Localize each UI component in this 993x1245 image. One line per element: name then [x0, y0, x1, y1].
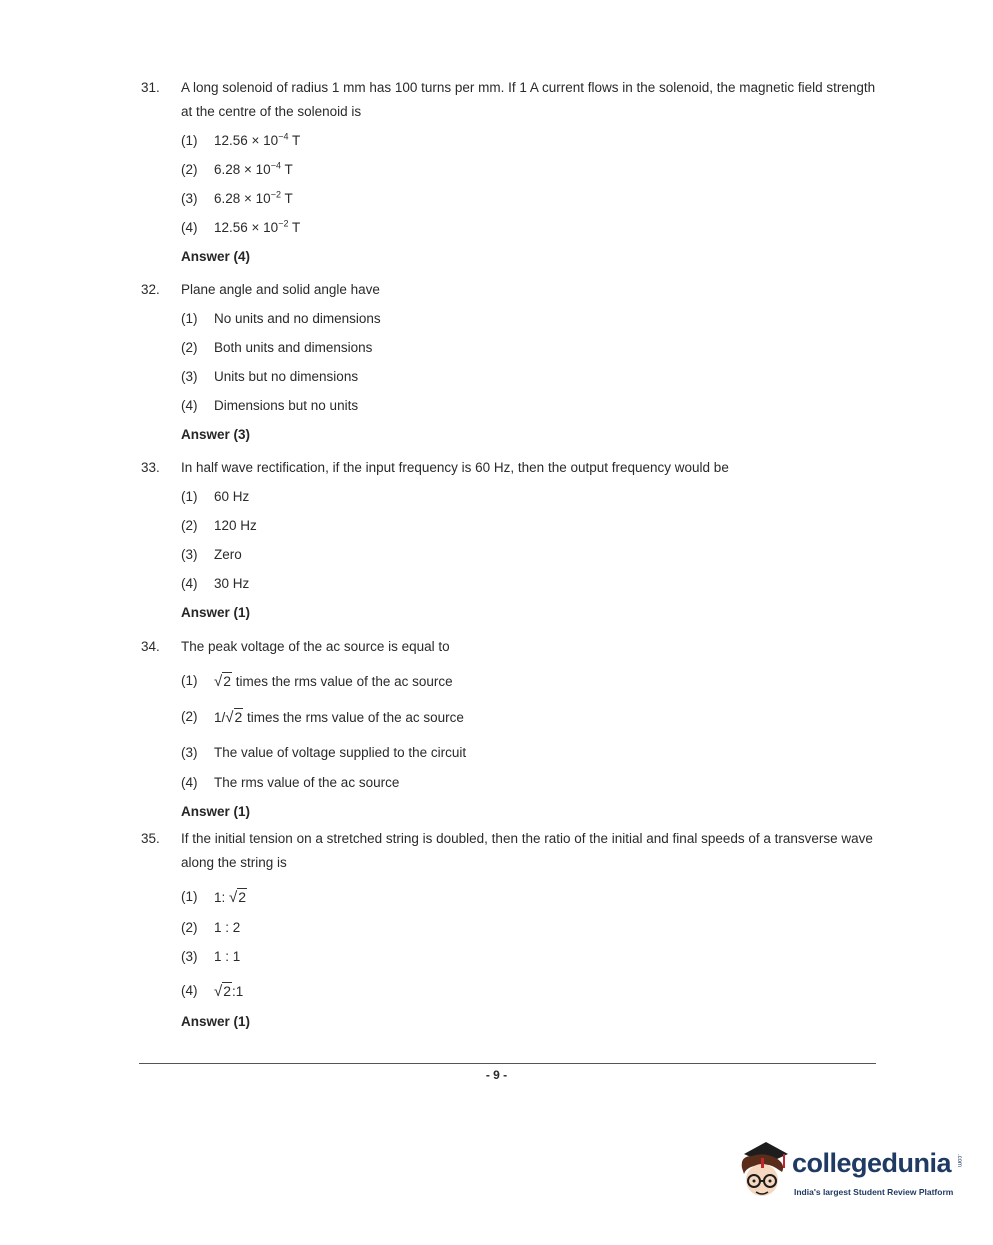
- question-33: [141, 456, 876, 625]
- option: [181, 485, 876, 509]
- option: [181, 572, 876, 596]
- option: [181, 365, 876, 389]
- option-number: (4): [181, 220, 198, 235]
- brand-logo: [736, 1138, 966, 1208]
- option: [181, 884, 876, 911]
- option: [181, 945, 876, 969]
- option-number: (2): [181, 162, 198, 177]
- option-text: 60 Hz: [214, 489, 250, 504]
- option: [181, 307, 876, 331]
- option-text: 30 Hz: [214, 576, 250, 591]
- option-number: (1): [181, 489, 198, 504]
- sqrt-symbol: √2: [225, 709, 243, 726]
- question-31: [141, 76, 876, 269]
- question-text: A long solenoid of radius 1 mm has 100 turns per mm. If 1 A current flows in the solenoid, the magnetic field strength at the centre of the solenoid is: [181, 80, 876, 119]
- option: [181, 394, 876, 418]
- option-text: The rms value of the ac source: [214, 775, 400, 790]
- option: [181, 129, 876, 153]
- option-text: $12.56 \times 10^{-2}$ T: [214, 218, 301, 235]
- option: [181, 514, 876, 538]
- question-32: [141, 278, 876, 447]
- option-text: Both units and dimensions: [214, 340, 373, 355]
- question-number: 33.: [141, 460, 160, 475]
- mascot-icon: [736, 1138, 792, 1208]
- option-number: (1): [181, 889, 198, 904]
- option-text: The value of voltage supplied to the circuit: [214, 745, 467, 760]
- option-number: (1): [181, 673, 198, 688]
- page-number: - 9 -: [485, 1068, 508, 1082]
- option-text: Dimensions but no units: [214, 398, 359, 413]
- option-number: (1): [181, 133, 198, 148]
- option-text: No units and no dimensions: [214, 311, 381, 326]
- option: [181, 916, 876, 940]
- option-number: (3): [181, 745, 198, 760]
- option: [181, 978, 876, 1005]
- option-number: (3): [181, 547, 198, 562]
- option-text: 1 : 1: [214, 949, 241, 964]
- option-number: (3): [181, 191, 198, 206]
- sqrt-symbol: √2: [229, 889, 247, 906]
- option-text: $6.28 \times 10^{-2}$ T: [214, 189, 293, 206]
- option: [181, 158, 876, 182]
- option-text: Units but no dimensions: [214, 369, 359, 384]
- answer: Answer (3): [181, 427, 251, 442]
- brand-name: collegedunia: [792, 1148, 952, 1178]
- option-number: (2): [181, 709, 198, 724]
- answer: Answer (1): [181, 605, 251, 620]
- question-text: Plane angle and solid angle have: [181, 282, 380, 297]
- option-text: Zero: [214, 547, 242, 562]
- question-number: 31.: [141, 80, 160, 95]
- option: [181, 771, 876, 795]
- sqrt-symbol: √2: [214, 983, 232, 1000]
- question-text: The peak voltage of the ac source is equal to: [181, 639, 450, 654]
- question-text: If the initial tension on a stretched string is doubled, then the ratio of the initial and final speeds of a transverse wave along the string is: [181, 831, 873, 870]
- option-number: (3): [181, 949, 198, 964]
- option-number: (2): [181, 340, 198, 355]
- answer: Answer (1): [181, 804, 251, 819]
- brand-domain-suffix: .com: [956, 1154, 962, 1168]
- question-number: 35.: [141, 831, 160, 846]
- sqrt-symbol: √2: [214, 673, 232, 690]
- option-text: $6.28 \times 10^{-4}$ T: [214, 160, 293, 177]
- answer: Answer (4): [181, 249, 251, 264]
- option: [181, 704, 876, 731]
- option-number: (4): [181, 576, 198, 591]
- option-text: √2:1: [214, 978, 876, 1005]
- question-35: [141, 827, 876, 1034]
- question-number: 32.: [141, 282, 160, 297]
- option-number: (4): [181, 775, 198, 790]
- option: [181, 668, 876, 695]
- option-text: 1/√2 times the rms value of the ac source: [214, 704, 876, 731]
- option: [181, 740, 876, 766]
- option: [181, 216, 876, 240]
- option: [181, 187, 876, 211]
- option: [181, 543, 876, 567]
- question-34: [141, 635, 876, 824]
- option-text: $12.56 \times 10^{-4}$ T: [214, 131, 301, 148]
- option: [181, 336, 876, 360]
- option-number: (2): [181, 920, 198, 935]
- option-number: (3): [181, 369, 198, 384]
- option-text: 1 : 2: [214, 920, 241, 935]
- option-number: (1): [181, 311, 198, 326]
- answer: Answer (1): [181, 1014, 251, 1029]
- brand-tagline: India's largest Student Review Platform: [794, 1187, 954, 1197]
- option-number: (2): [181, 518, 198, 533]
- question-number: 34.: [141, 639, 160, 654]
- option-text: 120 Hz: [214, 518, 257, 533]
- option-number: (4): [181, 398, 198, 413]
- option-number: (4): [181, 983, 198, 998]
- footer-divider: [139, 1063, 876, 1064]
- option-text: √2 times the rms value of the ac source: [214, 668, 876, 695]
- question-text: In half wave rectification, if the input frequency is 60 Hz, then the output frequency would be: [181, 460, 729, 475]
- option-text: 1: √2: [214, 884, 876, 911]
